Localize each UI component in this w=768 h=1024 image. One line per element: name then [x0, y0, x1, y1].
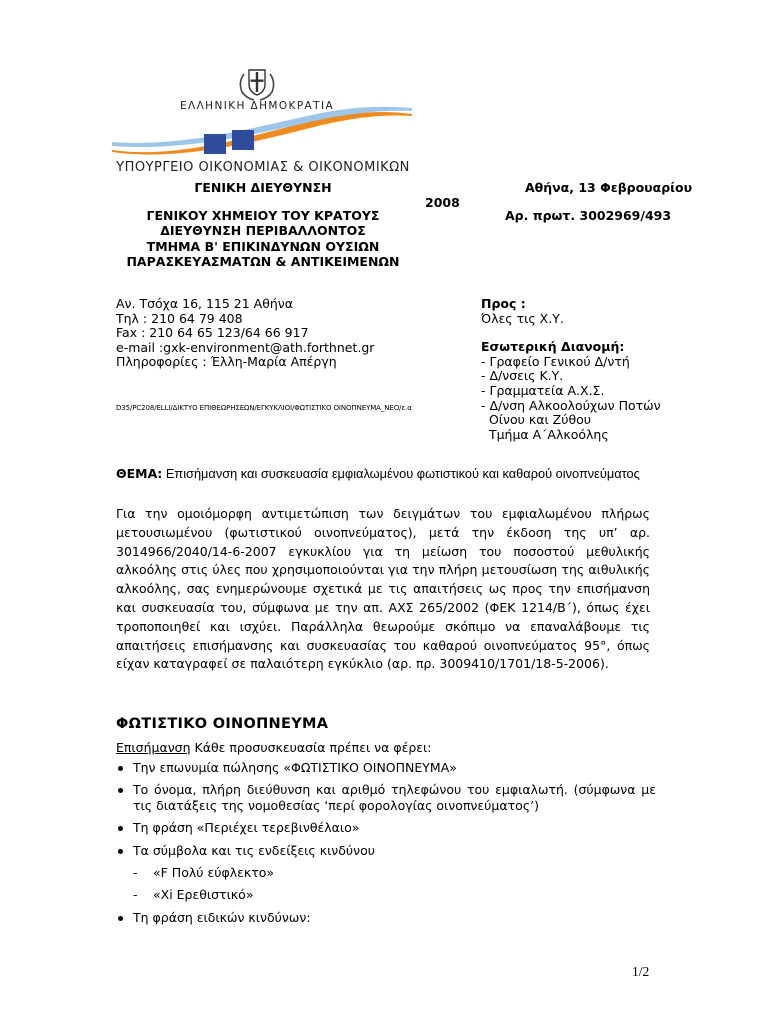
header-line: ΓΕΝΙΚΟΥ ΧΗΜΕΙΟΥ ΤΟΥ ΚΡΑΤΟΥΣ	[146, 208, 380, 224]
internal-distribution-label: Εσωτερική Διανομή:	[481, 339, 625, 355]
header-line: ΔΙΕΥΘΥΝΣΗ ΠΕΡΙΒΑΛΛΟΝΤΟΣ	[160, 223, 366, 239]
internal-item: Οίνου και Ζύθου	[481, 412, 591, 428]
subject-text: Επισήμανση και συσκευασία εμφιαλωμένου φωτιστικού και καθαρού οινοπνεύματος	[162, 466, 640, 481]
requirements-list	[116, 760, 656, 932]
contact-details	[116, 297, 446, 370]
dash-icon: -	[133, 887, 138, 903]
to-recipients: Όλες τις Χ.Υ.	[481, 310, 564, 326]
document-year: 2008	[425, 195, 460, 210]
list-item	[116, 843, 656, 858]
bullet-icon	[118, 826, 123, 831]
body-paragraph: Για την ομοιόμορφη αντιμετώπιση των δειγμάτων του εμφιαλωμένου πλήρως μετουσιωμένου (φωτιστικού οινοπνεύματος), μετά την έκδοση της υπ’ αρ. 3014966/2040/14-6-2007 εγκυκλίου για τη μείωση του ποσοστού μεθυλικής αλκοόλης στις ύλες που χρησιμοποιούνται για την πλήρη μετουσίωση της αιθυλικής αλκοόλης, σας ενημερώνουμε σχετικά με τις απαιτήσεις ως προς την επισήμανση και συσκευασία του, σύμφωνα με την απ. ΑΧΣ 265/2002 (ΦΕΚ 1214/Β΄), όπως έχει τροποποιηθεί και ισχύει. Παράλληλα θεωρούμε σκόπιμο να επαναλάβουμε τις απαιτήσεις επισήμανσης και συσκευασίας του καθαρού οινοπνεύματος 95°, όπως είχαν καταγραφεί σε παλαιότερη εγκύκλιο (αρ. πρ. 3009410/1701/18-5-2006).	[116, 506, 650, 672]
department-header	[108, 180, 418, 269]
contact-address: Αν. Τσόχα 16, 115 21 Αθήνα	[116, 296, 294, 311]
subject-label: ΘΕΜΑ:	[116, 466, 163, 481]
list-item-text: Το όνομα, πλήρη διεύθυνση και αριθμό τηλεφώνου του εμφιαλωτή. (σύμφωνα με τις διατάξεις της νομοθεσίας ‘περί φορολογίας οινοπνεύματος’)	[133, 782, 656, 813]
header-line: ΓΕΝΙΚΗ ΔΙΕΥΘΥΝΣΗ	[194, 180, 332, 195]
internal-item: Τμήμα Α΄Αλκοόλης	[481, 426, 609, 442]
ministry-logo	[112, 62, 414, 180]
sub-list-item-text: «F Πολύ εύφλεκτο»	[153, 865, 275, 881]
bullet-icon	[118, 766, 123, 771]
contact-info-person: Πληροφορίες : Έλλη-Μαρία Απέργη	[116, 354, 337, 370]
page-number: 1/2	[632, 964, 650, 979]
document-file-path: D35/PC208/ELLI/ΔΙΚΤΥΟ ΕΠΙΘΕΩΡΗΣΕΩΝ/ΕΓΚΥΚΛΙΟΙ/ΦΩΤΙΣΤΙΚΟ ΟΙΝΟΠΝΕΥΜΑ_ΝΕΟ/ε.α	[116, 404, 412, 412]
list-item-text: Τα σύμβολα και τις ενδείξεις κινδύνου	[133, 842, 376, 858]
recipients-block	[481, 297, 761, 442]
labeling-intro	[116, 740, 432, 755]
section-title: ΦΩΤΙΣΤΙΚΟ ΟΙΝΟΠΝΕΥΜΑ	[116, 716, 329, 732]
bullet-icon	[118, 788, 123, 793]
list-item-text: Τη φράση «Περιέχει τερεβινθέλαιο»	[133, 820, 360, 836]
labeling-intro-text: Κάθε προσυσκευασία πρέπει να φέρει:	[190, 740, 432, 755]
contact-fax: Fax : 210 64 65 123/64 66 917	[116, 325, 309, 341]
header-line: ΠΑΡΑΣΚΕΥΑΣΜΑΤΩΝ & ΑΝΤΙΚΕΙΜΕΝΩΝ	[126, 253, 400, 269]
date-protocol-block	[505, 180, 755, 223]
internal-item: - Γραφείο Γενικού Δ/ντή	[481, 353, 630, 369]
sub-list-item	[116, 865, 656, 880]
logo-country-name: ΕΛΛΗΝΙΚΗ ΔΗΜΟΚΡΑΤΙΑ	[179, 100, 335, 112]
list-item	[116, 910, 656, 925]
dash-icon: -	[133, 865, 138, 881]
to-label: Προς :	[481, 296, 526, 311]
coat-of-arms-icon	[240, 70, 273, 100]
contact-email: e-mail :gxk-environment@ath.forthnet.gr	[116, 339, 375, 355]
internal-item: - Δ/νση Αλκοολούχων Ποτών	[481, 397, 661, 413]
internal-item: - Δ/νσεις Κ.Υ.	[481, 368, 564, 384]
list-item	[116, 760, 656, 775]
document-date: Αθήνα, 13 Φεβρουαρίου	[525, 180, 693, 195]
header-line: ΤΜΗΜΑ Β' ΕΠΙΚΙΝΔΥΝΩΝ ΟΥΣΙΩΝ	[146, 238, 380, 254]
list-item	[116, 782, 656, 813]
bullet-icon	[118, 849, 123, 854]
contact-phone: Τηλ : 210 64 79 408	[116, 310, 243, 326]
subject-line	[116, 466, 766, 481]
list-item-text: Την επωνυμία πώλησης «ΦΩΤΙΣΤΙΚΟ ΟΙΝΟΠΝΕΥΜΑ»	[133, 760, 457, 775]
sub-list-item-text: «Xi Ερεθιστικό»	[153, 887, 254, 903]
internal-item: - Γραμματεία Α.Χ.Σ.	[481, 382, 605, 398]
protocol-number: Αρ. πρωτ. 3002969/493	[505, 208, 672, 224]
list-item	[116, 820, 656, 835]
labeling-heading: Επισήμανση	[116, 740, 191, 755]
sub-list-item	[116, 887, 656, 902]
list-item-text: Τη φράση ειδικών κινδύνων:	[133, 909, 311, 925]
bullet-icon	[118, 916, 123, 921]
logo-ministry-name: ΥΠΟΥΡΓΕΙΟ ΟΙΚΟΝΟΜΙΑΣ & ΟΙΚΟΝΟΜΙΚΩΝ	[116, 160, 410, 175]
